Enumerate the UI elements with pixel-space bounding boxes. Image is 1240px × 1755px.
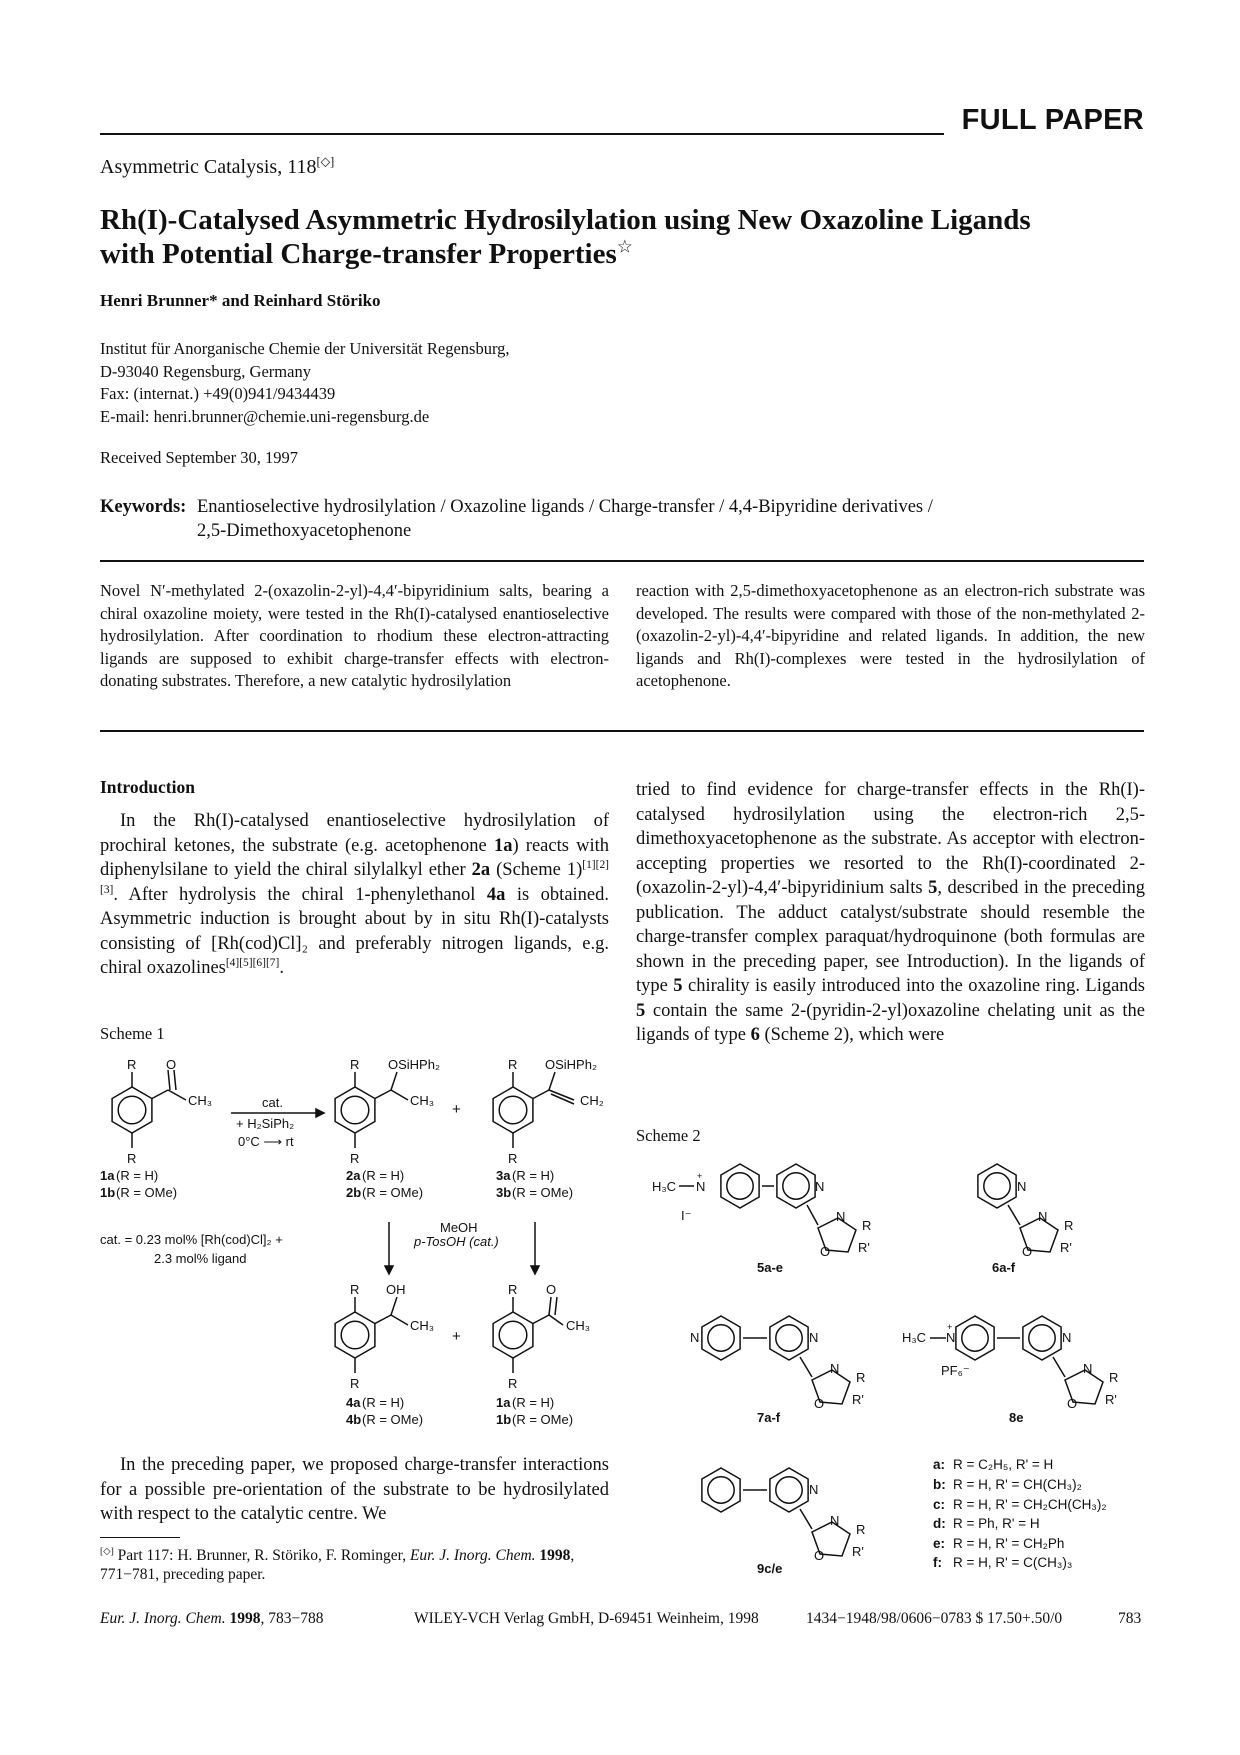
scheme-text: f: bbox=[933, 1555, 942, 1570]
scheme-text: c: bbox=[933, 1497, 946, 1512]
atom-label: R bbox=[856, 1522, 866, 1537]
compound-label: 9c/e bbox=[757, 1561, 783, 1576]
footer-citation: Eur. J. Inorg. Chem. 1998, 783−788 bbox=[100, 1610, 324, 1627]
bond bbox=[800, 1509, 812, 1529]
atom-label: R bbox=[856, 1370, 866, 1385]
plus-sign: + bbox=[452, 1101, 461, 1118]
atom-label: R' bbox=[852, 1544, 864, 1559]
atom-label: CH₃ bbox=[410, 1318, 435, 1333]
compound-label: 5a-e bbox=[757, 1260, 784, 1275]
section-heading-introduction: Introduction bbox=[100, 777, 195, 797]
bond bbox=[375, 1090, 391, 1099]
legend-entry: R = H, R' = CH(CH₃)₂ bbox=[953, 1477, 1082, 1492]
aromatic-circle bbox=[984, 1173, 1010, 1199]
reagent-label: MeOH bbox=[440, 1220, 478, 1235]
atom-label: CH₃ bbox=[188, 1093, 213, 1108]
affiliation-line: D-93040 Regensburg, Germany bbox=[100, 361, 311, 381]
atom-label: CH₃ bbox=[410, 1093, 435, 1108]
scheme-text: 1b bbox=[100, 1185, 116, 1200]
aromatic-circle bbox=[776, 1477, 802, 1503]
series-ref[interactable]: [◇] bbox=[316, 154, 335, 169]
received-date: Received September 30, 1997 bbox=[100, 448, 298, 467]
scheme-text: 3b bbox=[496, 1185, 512, 1200]
arrow-head bbox=[316, 1109, 324, 1117]
scheme-text: d: bbox=[933, 1516, 946, 1531]
scheme-text: 2a bbox=[346, 1168, 361, 1183]
aromatic-circle bbox=[776, 1325, 802, 1351]
scheme-text: (R = H) bbox=[512, 1395, 555, 1410]
aromatic-circle bbox=[499, 1096, 527, 1124]
atom-label: R' bbox=[858, 1240, 870, 1255]
atom-label: O bbox=[820, 1244, 831, 1259]
page-number: 783 bbox=[1118, 1610, 1142, 1627]
aromatic-circle bbox=[341, 1321, 369, 1349]
bond bbox=[800, 1357, 812, 1377]
series-text: Asymmetric Catalysis, 118 bbox=[100, 156, 317, 178]
atom-label: R' bbox=[852, 1392, 864, 1407]
atom-label: O bbox=[1022, 1244, 1033, 1259]
scheme-text: 2b bbox=[346, 1185, 362, 1200]
atom-label: R' bbox=[1105, 1392, 1117, 1407]
atom-label: N bbox=[830, 1513, 840, 1528]
atom-label: H₃C bbox=[652, 1179, 677, 1194]
atom-label: O bbox=[814, 1548, 825, 1563]
atom-label: OH bbox=[386, 1282, 406, 1297]
atom-label: N bbox=[836, 1209, 846, 1224]
scheme-text: 1a bbox=[496, 1395, 511, 1410]
atom-label: N bbox=[1038, 1209, 1048, 1224]
scheme-text: 4a bbox=[346, 1395, 361, 1410]
legend-entry: R = H, R' = C(CH₃)₃ bbox=[953, 1555, 1073, 1570]
atom-label: R bbox=[508, 1057, 518, 1072]
atom-label: R' bbox=[1060, 1240, 1072, 1255]
fax-line: Fax: (internat.) +49(0)941/9434439 bbox=[100, 384, 336, 403]
keywords-label: Keywords: bbox=[100, 497, 187, 517]
counterion-label: PF₆⁻ bbox=[941, 1363, 970, 1378]
atom-label: N bbox=[946, 1330, 956, 1345]
atom-label: OSiHPh₂ bbox=[388, 1057, 441, 1072]
aromatic-circle bbox=[727, 1173, 753, 1199]
compound-ref: 1a bbox=[493, 835, 513, 856]
atom-label: R bbox=[127, 1151, 137, 1166]
scheme-text: + bbox=[947, 1322, 953, 1332]
plus-sign: + bbox=[452, 1328, 461, 1345]
reagent-label: + H₂SiPh₂ bbox=[236, 1116, 295, 1131]
scheme-2-label: Scheme 2 bbox=[636, 1126, 701, 1145]
aromatic-circle bbox=[118, 1096, 146, 1124]
scheme-text: 4b bbox=[346, 1412, 362, 1427]
arrow-head bbox=[531, 1266, 539, 1274]
reagent-label: p-TosOH (cat.) bbox=[414, 1234, 499, 1249]
keywords-line-1: Enantioselective hydrosilylation / Oxazoline ligands / Charge-transfer / 4,4-Bipyridine derivatives / bbox=[197, 497, 933, 517]
intro-paragraph-2: In the preceding paper, we proposed charge-transfer interactions for a possible pre-orientation of the substrate to be hydrosilylated with respect to the catalytic centre. We bbox=[100, 1455, 609, 1524]
atom-label: R bbox=[350, 1282, 360, 1297]
atom-label: N bbox=[815, 1179, 825, 1194]
aromatic-circle bbox=[1029, 1325, 1055, 1351]
title-star-note[interactable]: ☆ bbox=[616, 236, 633, 257]
atom-label: O bbox=[1067, 1396, 1078, 1411]
atom-label: N bbox=[1062, 1330, 1072, 1345]
compound-label: 6a-f bbox=[992, 1260, 1016, 1275]
abstract-left: Novel N′-methylated 2-(oxazolin-2-yl)-4,4′-bipyridinium salts, bearing a chiral oxazoline moiety, were tested in the Rh(I)-catalysed enantioselective hydrosilylation. After coordination to rhodium these electron-attracting ligands are supposed to exhibit charge-transfer effects with electron-donating substrates. Therefore, a new catalytic hydrosilylation bbox=[100, 581, 609, 691]
bond bbox=[1053, 1357, 1065, 1377]
bond bbox=[391, 1297, 397, 1315]
aromatic-circle bbox=[708, 1477, 734, 1503]
title-line-1: Rh(I)-Catalysed Asymmetric Hydrosilylation using New Oxazoline Ligands bbox=[100, 204, 1031, 236]
atom-label: R bbox=[508, 1376, 518, 1391]
atom-label: R bbox=[862, 1218, 872, 1233]
intro-paragraph-1: In the Rh(I)-catalysed enantioselective hydrosilylation of prochiral ketones, the substrate (e.g. acetophenone 1a) reacts with diphenylsilane to yield the chiral silylalkyl ether 2a (Scheme 1)[1][2][3]. After hydrolysis the chiral 1-phenylethanol 4a is obtained. Asymmetric induction is brought about by in situ Rh(I)-catalysts consisting of [Rh(cod)Cl]₂ and preferably nitrogen ligands, e.g. chiral oxazolines[4][5][6][7]. bbox=[100, 811, 610, 978]
catalyst-definition: 2.3 mol% ligand bbox=[154, 1251, 247, 1266]
section-label: FULL PAPER bbox=[961, 104, 1144, 136]
condition-label: 0°C ⟶ rt bbox=[238, 1134, 294, 1149]
email-line[interactable]: E-mail: henri.brunner@chemie.uni-regensburg.de bbox=[100, 406, 430, 426]
footnote: [◇] Part 117: H. Brunner, R. Störiko, F. Rominger, Eur. J. Inorg. Chem. 1998, 771−781, preceding paper. bbox=[100, 1545, 575, 1583]
atom-label: N bbox=[809, 1330, 819, 1345]
bond bbox=[391, 1315, 408, 1325]
scheme-text: e: bbox=[933, 1536, 946, 1551]
bond bbox=[375, 1315, 391, 1324]
aromatic-circle bbox=[708, 1325, 734, 1351]
scheme-text: 3a bbox=[496, 1168, 511, 1183]
abstract-right: reaction with 2,5-dimethoxyacetophenone as an electron-rich substrate was developed. The results were compared with those of the non-methylated 2-(oxazolin-2-yl)-4,4′-bipyridine and related ligands. In addition, the new ligands and Rh(I)-complexes were tested in the hydrosilylation of acetophenone. bbox=[636, 581, 1145, 691]
affiliation-line: Institut für Anorganische Chemie der Universität Regensburg, bbox=[100, 339, 510, 358]
keywords-line-2: 2,5-Dimethoxyacetophenone bbox=[197, 521, 412, 541]
intro-paragraph-1-continued: tried to find evidence for charge-transfer effects in the Rh(I)-catalysed hydrosilylation using the electron-rich 2,5-dimethoxyacetophenone as the substrate. As acceptor with electron-accepting properties we resorted to the Rh(I)-coordinated 2-(oxazolin-2-yl)-4,4′-bipyridinium salts 5, described in the preceding publication. The adduct catalyst/substrate should resemble the charge-transfer complex paraquat/hydroquinone (both formulas are shown in the preceding paper, see Introduction). In the ligands of type 5 chirality is easily introduced into the oxazoline ring. Ligands 5 contain the same 2-(pyridin-2-yl)oxazoline chelating unit as the ligands of type 6 (Scheme 2), which were bbox=[636, 780, 1145, 1045]
atom-label: O bbox=[814, 1396, 825, 1411]
bond bbox=[533, 1315, 549, 1324]
legend-entry: R = H, R' = CH₂Ph bbox=[953, 1536, 1065, 1551]
catalyst-definition: cat. = 0.23 mol% [Rh(cod)Cl]₂ + bbox=[100, 1232, 283, 1247]
footer-code: 1434−1948/98/0606−0783 $ 17.50+.50/0 bbox=[806, 1610, 1063, 1627]
bond bbox=[549, 1072, 555, 1090]
aromatic-circle bbox=[962, 1325, 988, 1351]
compound-ref: 4a bbox=[486, 884, 506, 905]
atom-label: R bbox=[350, 1151, 360, 1166]
scheme-1-label: Scheme 1 bbox=[100, 1024, 165, 1043]
scheme-text: (R = OMe) bbox=[362, 1185, 424, 1200]
atom-label: R bbox=[1064, 1218, 1074, 1233]
scheme-text: (R = OMe) bbox=[362, 1412, 424, 1427]
footer-publisher: WILEY-VCH Verlag GmbH, D-69451 Weinheim, 1998 bbox=[414, 1610, 759, 1627]
atom-label: R bbox=[508, 1282, 518, 1297]
bond bbox=[391, 1072, 397, 1090]
atom-label: N bbox=[809, 1482, 819, 1497]
bond bbox=[555, 1297, 557, 1315]
scheme-text: (R = OMe) bbox=[512, 1185, 574, 1200]
atom-label: R bbox=[1109, 1370, 1119, 1385]
bond bbox=[152, 1090, 168, 1099]
bond bbox=[168, 1070, 170, 1090]
atom-label: N bbox=[1017, 1179, 1027, 1194]
reagent-label: cat. bbox=[262, 1095, 283, 1110]
aromatic-circle bbox=[783, 1173, 809, 1199]
scheme-text: (R = OMe) bbox=[512, 1412, 574, 1427]
bond bbox=[168, 1090, 186, 1100]
scheme-text: (R = H) bbox=[512, 1168, 555, 1183]
aromatic-circle bbox=[341, 1096, 369, 1124]
bond bbox=[807, 1205, 818, 1225]
scheme-text: b: bbox=[933, 1477, 946, 1492]
scheme-text: (R = H) bbox=[362, 1395, 405, 1410]
atom-label: R bbox=[508, 1151, 518, 1166]
atom-label: R bbox=[127, 1057, 137, 1072]
atom-label: CH₂ bbox=[580, 1093, 604, 1108]
bond bbox=[549, 1315, 563, 1325]
arrow-head bbox=[385, 1266, 393, 1274]
atom-label: H₃C bbox=[902, 1330, 927, 1345]
scheme-text: (R = H) bbox=[116, 1168, 159, 1183]
compound-label: 8e bbox=[1009, 1410, 1024, 1425]
title-line-2-text: with Potential Charge-transfer Properties bbox=[100, 238, 617, 270]
bond bbox=[391, 1090, 408, 1100]
atom-label: R bbox=[350, 1057, 360, 1072]
atom-label: CH₃ bbox=[566, 1318, 591, 1333]
atom-label: OSiHPh₂ bbox=[545, 1057, 598, 1072]
atom-label: R bbox=[350, 1376, 360, 1391]
scheme-text: (R = H) bbox=[362, 1168, 405, 1183]
citation[interactable]: [4][5][6][7] bbox=[225, 956, 280, 969]
compound-ref: 2a bbox=[471, 860, 491, 880]
compound-label: 7a-f bbox=[757, 1410, 781, 1425]
counterion-label: I⁻ bbox=[681, 1208, 692, 1223]
citation[interactable]: [1][2][3] bbox=[100, 858, 609, 896]
legend-entry: R = H, R' = CH₂CH(CH₃)₂ bbox=[953, 1497, 1107, 1512]
scheme-text: (R = OMe) bbox=[116, 1185, 178, 1200]
atom-label: N bbox=[690, 1330, 700, 1345]
authors: Henri Brunner* and Reinhard Störiko bbox=[100, 291, 381, 310]
atom-label: O bbox=[166, 1057, 177, 1072]
legend-entry: R = C₂H₅, R' = H bbox=[953, 1457, 1054, 1472]
bond bbox=[549, 1297, 551, 1315]
scheme-text: + bbox=[697, 1171, 703, 1181]
atom-label: N bbox=[696, 1179, 706, 1194]
atom-label: N bbox=[830, 1361, 840, 1376]
scheme-text: a: bbox=[933, 1457, 946, 1472]
atom-label: N bbox=[1083, 1361, 1093, 1376]
atom-label: O bbox=[546, 1282, 557, 1297]
aromatic-circle bbox=[499, 1321, 527, 1349]
scheme-text: 1a bbox=[100, 1168, 115, 1183]
bond bbox=[533, 1090, 549, 1099]
bond bbox=[174, 1070, 176, 1090]
bond bbox=[1008, 1205, 1020, 1225]
scheme-text: 1b bbox=[496, 1412, 512, 1427]
legend-entry: R = Ph, R' = H bbox=[953, 1516, 1040, 1531]
